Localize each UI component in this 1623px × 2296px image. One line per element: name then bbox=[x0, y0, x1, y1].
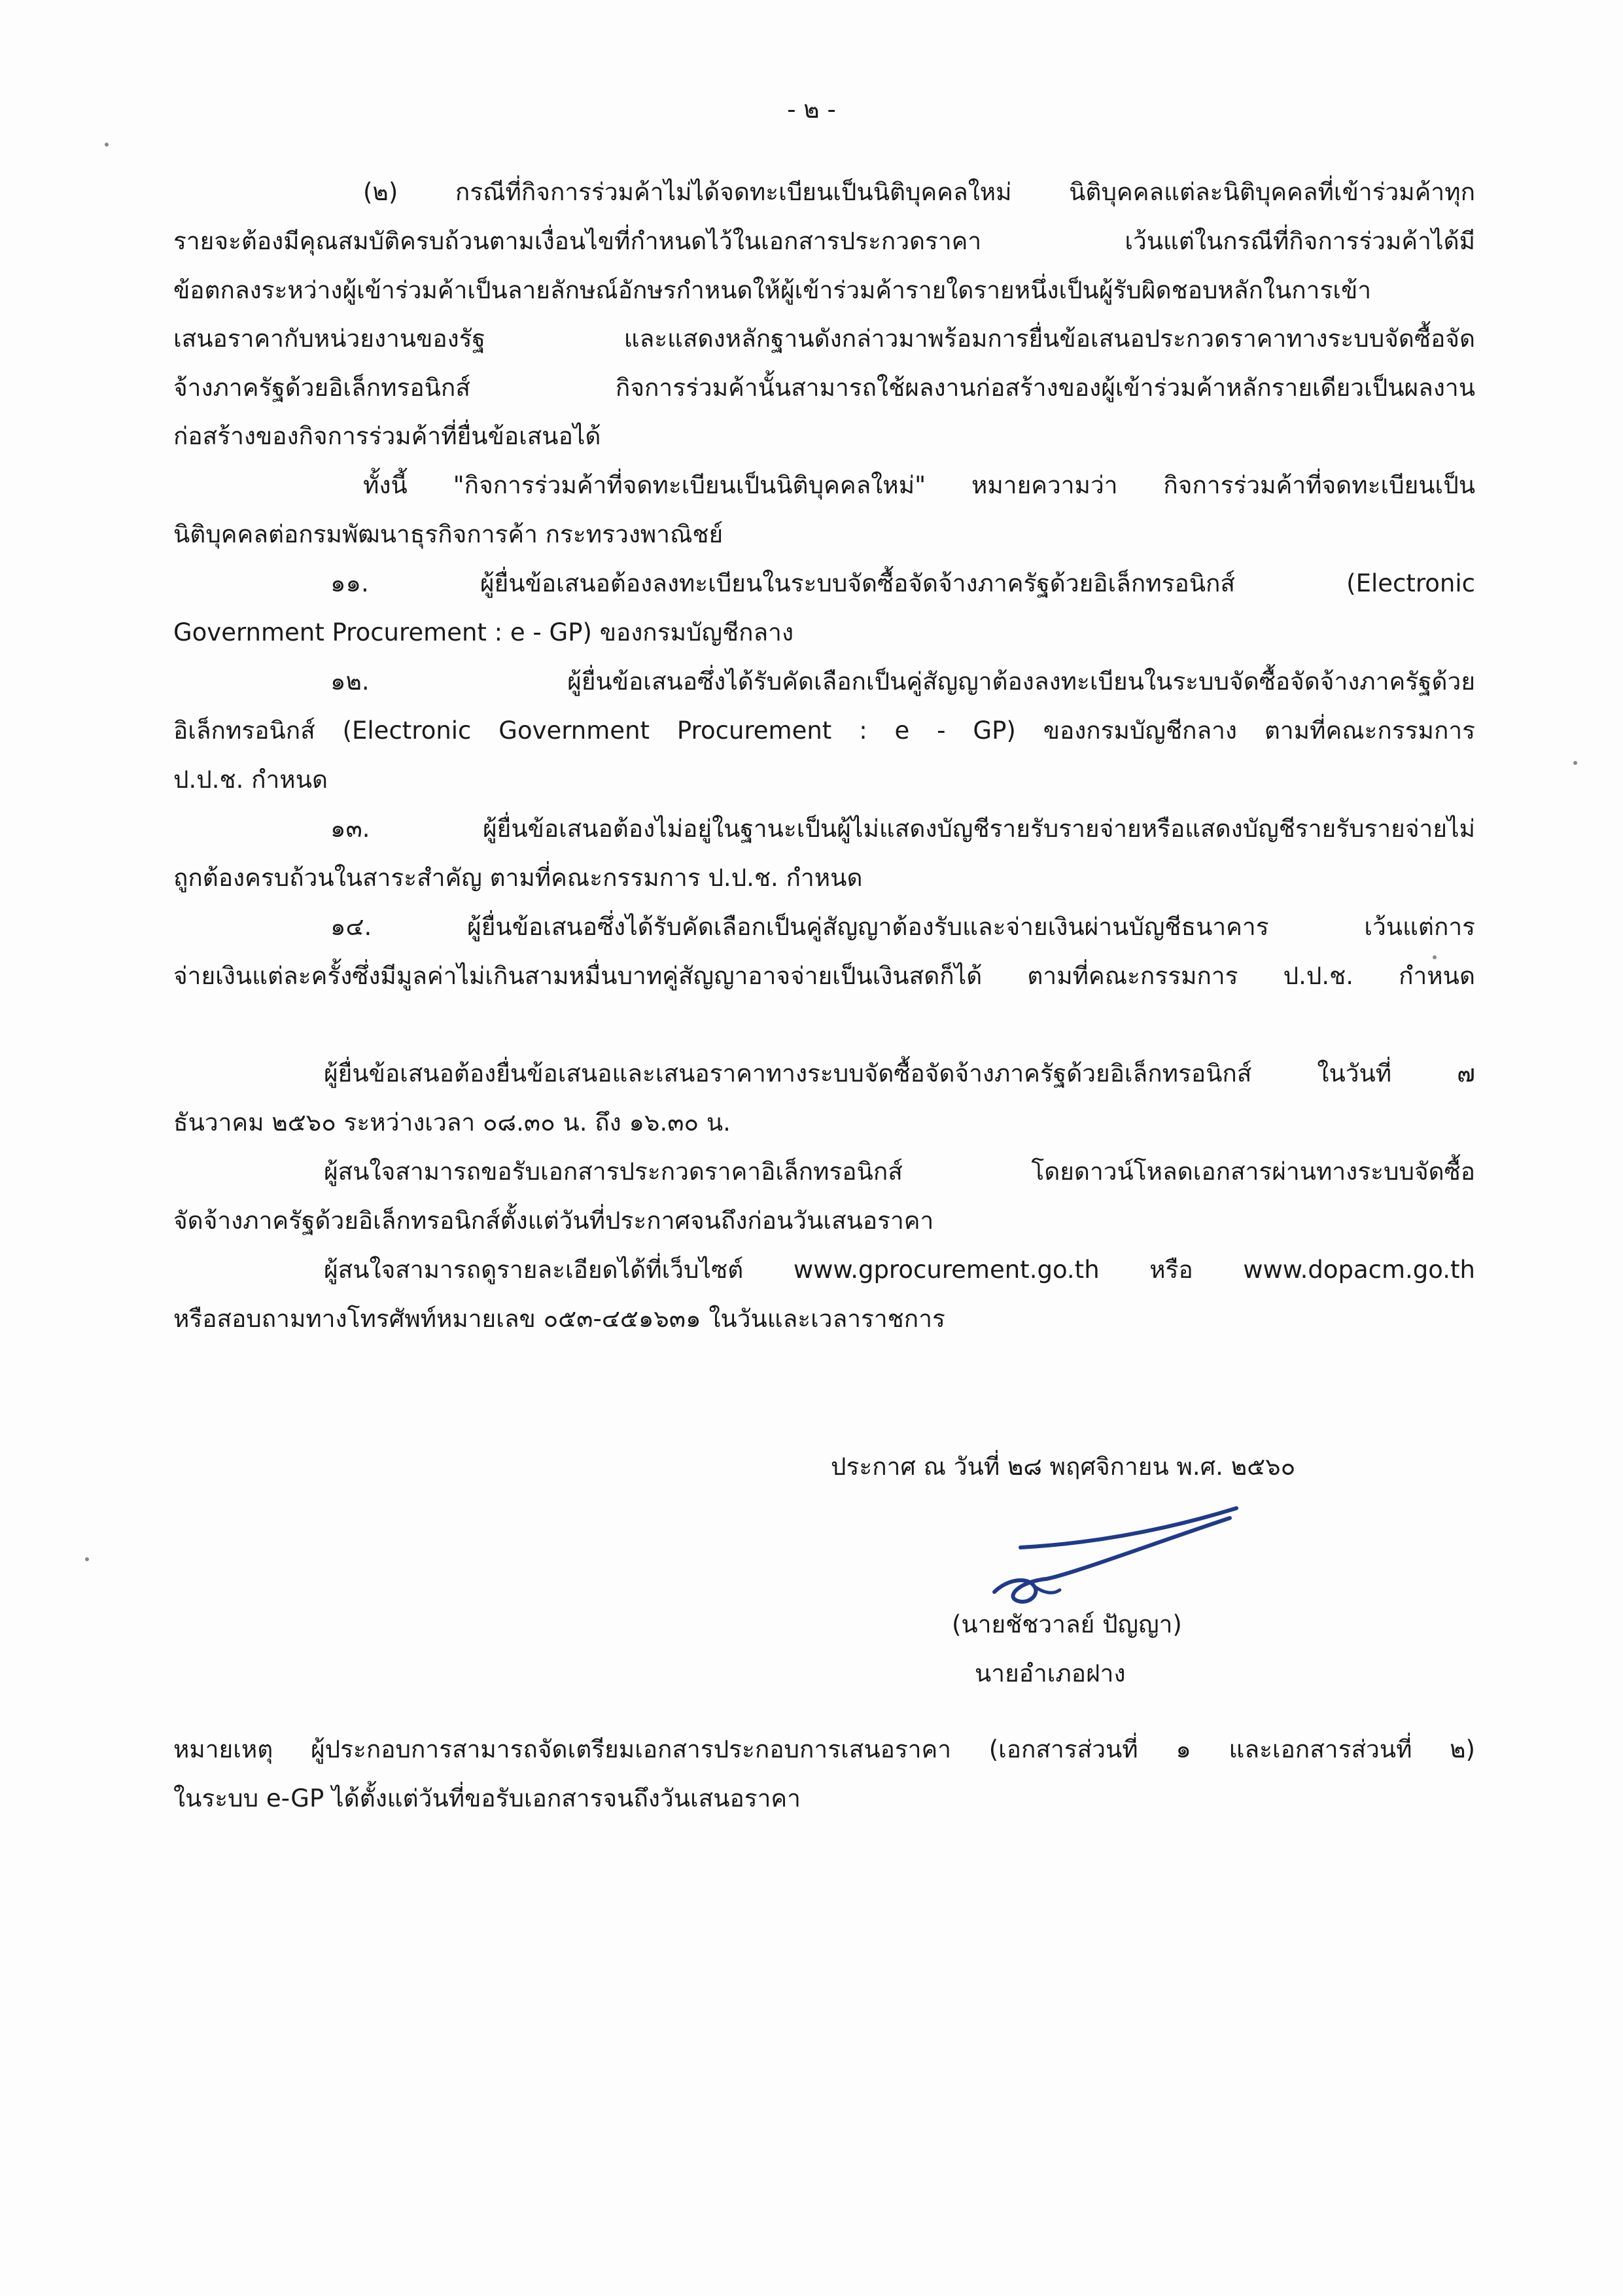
page-number: - ๒ - bbox=[787, 96, 836, 124]
item-12-line-1: ๑๒. ผู้ยื่นข้อเสนอซึ่งได้รับคัดเลือกเป็นคู่สัญญาต้องลงทะเบียนในระบบจัดซื้อจัดจ้างภาครัฐด้วย bbox=[330, 667, 1475, 696]
submission-line-1: ผู้ยื่นข้อเสนอต้องยื่นข้อเสนอและเสนอราคาทางระบบจัดซื้อจัดจ้างภาครัฐด้วยอิเล็กทรอนิกส์ ในวันที่ ๗ bbox=[324, 1059, 1475, 1087]
signer-name: (นายชัชวาลย์ ปัญญา) bbox=[952, 1610, 1182, 1638]
para-joint-venture-line-4: เสนอราคากับหน่วยงานของรัฐ และแสดงหลักฐานดังกล่าวมาพร้อมการยื่นข้อเสนอประกวดราคาทางระบบจัดซื้อจัด bbox=[173, 325, 1475, 353]
note-line-1: หมายเหตุ ผู้ประกอบการสามารถจัดเตรียมเอกสารประกอบการเสนอราคา (เอกสารส่วนที่ ๑ และเอกสารส่วนที่ ๒) bbox=[173, 1735, 1475, 1763]
para-joint-venture-line-1: (๒) กรณีที่กิจการร่วมค้าไม่ได้จดทะเบียนเป็นนิติบุคคลใหม่ นิติบุคคลแต่ละนิติบุคคลที่เข้าร่วมค้าทุก bbox=[363, 178, 1475, 206]
scan-speck bbox=[85, 1557, 89, 1561]
scan-speck bbox=[1433, 955, 1437, 959]
para-definition-line-2: นิติบุคคลต่อกรมพัฒนาธุรกิจการค้า กระทรวงพาณิชย์ bbox=[173, 520, 724, 548]
item-12-line-2: อิเล็กทรอนิกส์ (Electronic Government Procurement : e - GP) ของกรมบัญชีกลาง ตามที่คณะกรรมการ bbox=[173, 716, 1475, 745]
announcement-date: ประกาศ ณ วันที่ ๒๘ พฤศจิกายน พ.ศ. ๒๕๖๐ bbox=[831, 1453, 1296, 1481]
item-13-line-2: ถูกต้องครบถ้วนในสาระสำคัญ ตามที่คณะกรรมการ ป.ป.ช. กำหนด bbox=[173, 864, 863, 892]
submission-line-2: ธันวาคม ๒๕๖๐ ระหว่างเวลา ๐๘.๓๐ น. ถึง ๑๖.๓๐ น. bbox=[173, 1108, 731, 1137]
item-14-line-1: ๑๔. ผู้ยื่นข้อเสนอซึ่งได้รับคัดเลือกเป็นคู่สัญญาต้องรับและจ่ายเงินผ่านบัญชีธนาคาร เว้นแต่การ bbox=[330, 913, 1475, 941]
para-definition-line-1: ทั้งนี้ "กิจการร่วมค้าที่จดทะเบียนเป็นนิติบุคคลใหม่" หมายความว่า กิจการร่วมค้าที่จดทะเบียนเป็น bbox=[363, 471, 1475, 499]
scan-speck bbox=[105, 143, 109, 147]
contact-line-1: ผู้สนใจสามารถดูรายละเอียดได้ที่เว็บไซต์ www.gprocurement.go.th หรือ www.dopacm.go.th bbox=[324, 1256, 1475, 1284]
signer-title: นายอำเภอฝาง bbox=[975, 1659, 1126, 1687]
item-12-line-3: ป.ป.ช. กำหนด bbox=[173, 766, 328, 794]
para-joint-venture-line-6: ก่อสร้างของกิจการร่วมค้าที่ยื่นข้อเสนอได้ bbox=[173, 422, 601, 450]
para-joint-venture-line-2: รายจะต้องมีคุณสมบัติครบถ้วนตามเงื่อนไขที่กำหนดไว้ในเอกสารประกวดราคา เว้นแต่ในกรณีที่กิจการร่วมค้าได้มี bbox=[173, 227, 1475, 255]
item-11-line-2: Government Procurement : e - GP) ของกรมบัญชีกลาง bbox=[173, 618, 794, 646]
note-line-2: ในระบบ e-GP ได้ตั้งแต่วันที่ขอรับเอกสารจนถึงวันเสนอราคา bbox=[173, 1784, 801, 1812]
para-joint-venture-line-3: ข้อตกลงระหว่างผู้เข้าร่วมค้าเป็นลายลักษณ์อักษรกำหนดให้ผู้เข้าร่วมค้ารายใดรายหนึ่งเป็นผู้รับผิดชอบหลักในการเข้า bbox=[173, 276, 1372, 304]
download-line-2: จัดจ้างภาครัฐด้วยอิเล็กทรอนิกส์ตั้งแต่วันที่ประกาศจนถึงก่อนวันเสนอราคา bbox=[173, 1207, 934, 1235]
item-11-line-1: ๑๑. ผู้ยื่นข้อเสนอต้องลงทะเบียนในระบบจัดซื้อจัดจ้างภาครัฐด้วยอิเล็กทรอนิกส์ (Electronic bbox=[330, 569, 1475, 597]
para-joint-venture-line-5: จ้างภาครัฐด้วยอิเล็กทรอนิกส์ กิจการร่วมค้านั้นสามารถใช้ผลงานก่อสร้างของผู้เข้าร่วมค้าหลักรายเดียวเป็นผลงาน bbox=[173, 374, 1475, 402]
item-14-line-2: จ่ายเงินแต่ละครั้งซึ่งมีมูลค่าไม่เกินสามหมื่นบาทคู่สัญญาอาจจ่ายเป็นเงินสดก็ได้ ตามที่คณะกรรมการ ป.ป.ช. กำหนด bbox=[173, 962, 1475, 990]
item-13-line-1: ๑๓. ผู้ยื่นข้อเสนอต้องไม่อยู่ในฐานะเป็นผู้ไม่แสดงบัญชีรายรับรายจ่ายหรือแสดงบัญชีรายรับรายจ่ายไม่ bbox=[330, 815, 1475, 843]
signature-image bbox=[981, 1495, 1256, 1613]
scan-speck bbox=[1573, 761, 1577, 765]
contact-line-2: หรือสอบถามทางโทรศัพท์หมายเลข ๐๕๓-๔๕๑๖๓๑ ในวันและเวลาราชการ bbox=[173, 1305, 945, 1333]
download-line-1: ผู้สนใจสามารถขอรับเอกสารประกวดราคาอิเล็กทรอนิกส์ โดยดาวน์โหลดเอกสารผ่านทางระบบจัดซื้อ bbox=[324, 1157, 1475, 1186]
